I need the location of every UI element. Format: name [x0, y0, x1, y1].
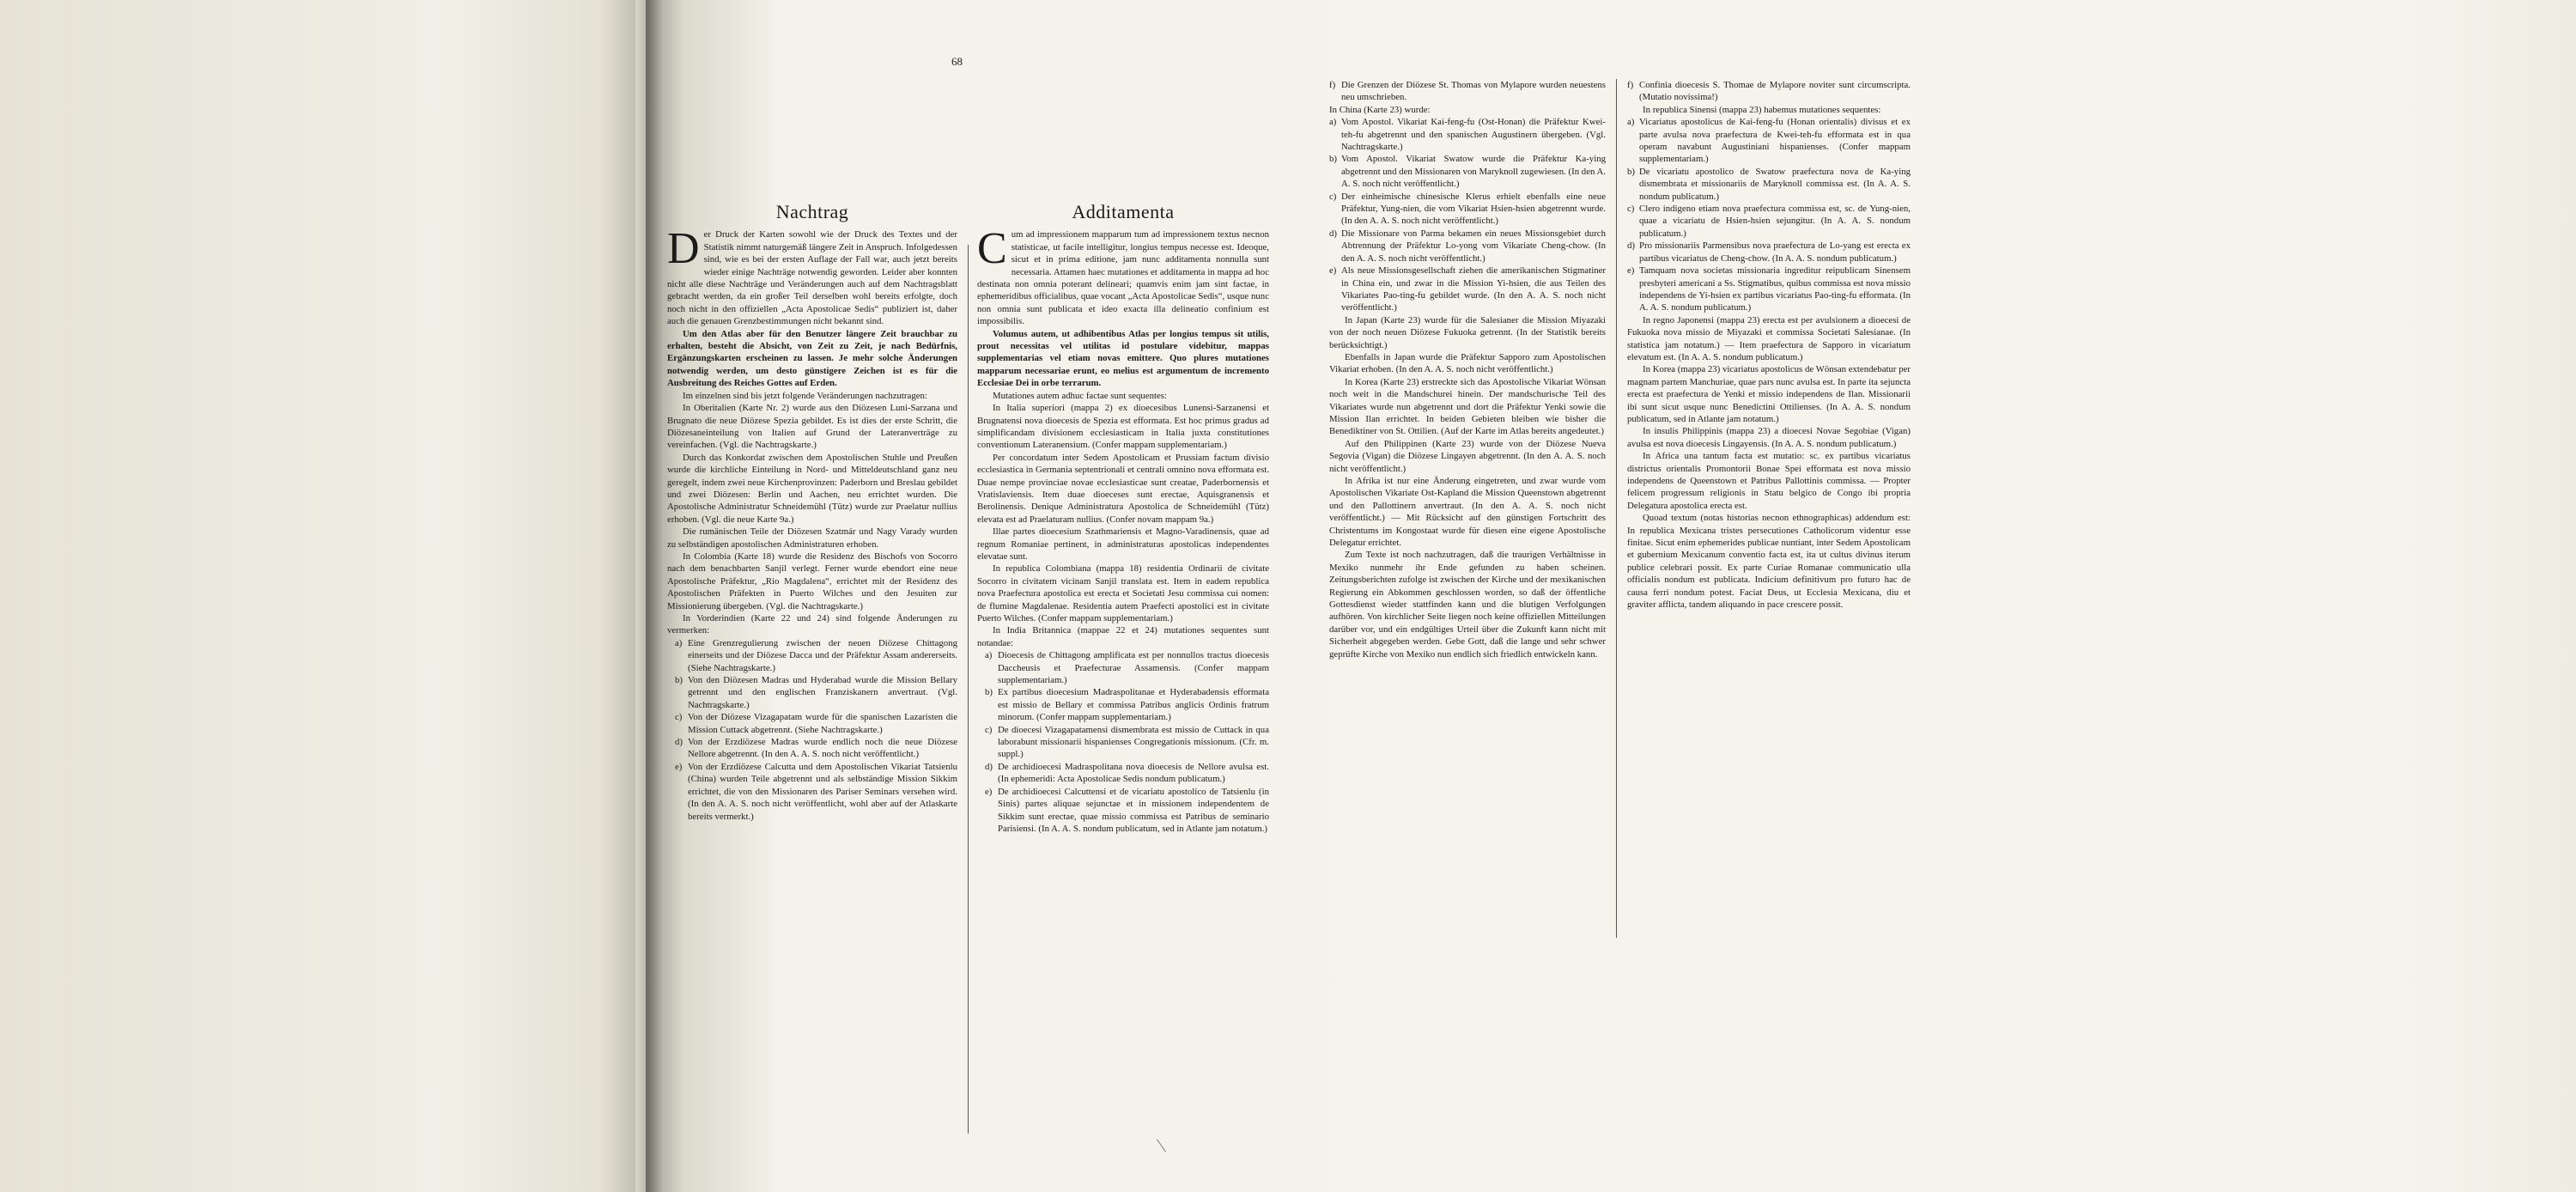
item-marker: b) [1627, 166, 1635, 177]
additamenta-paragraph [977, 224, 1269, 327]
additamenta-paragraph: Volumus autem, ut adhibentibus Atlas per longius tempus sit utilis, prout necessitas vel utilitas id postulare videbitur, mappas supplementarias vel etiam novas emittere. Quo plures mutationes mapparum necessariae erunt, eo melius est argumentum de incremento Ecclesiae Dei in orbe terrarum. [977, 328, 1269, 389]
additamenta-paragraph: In Italia superiori (mappa 2) ex dioecesibus Lunensi-Sarzanensi et Brugnatensi nova dioecesis de Spezia est efformata. Est hoc primus gradus ad simplificandam divisionem ecclesiasticam in Italia juxta constitutiones conventionum Lateranensium. (Confer mappam supplementariam.) [977, 403, 1269, 451]
nachtrag-heading: Nachtrag [775, 201, 849, 222]
nachtrag-paragraph: Durch das Konkordat zwischen dem Apostolischen Stuhle und Preußen wurde die kirchliche Einteilung in Nord- und Mitteldeutschland ganz neu geregelt, indem zwei neue Kirchenprovinzen: Paderborn und Breslau gebildet und zwei Diözesen: Berlin und Aachen, neu errichtet wurden. Die Apostolische Administratur Schneidemühl (Tütz) wurde zur Praelatur nullius erhoben. (Vgl. die neue Karte 9a.) [667, 452, 957, 525]
nachtrag-paragraph: Die rumänischen Teile der Diözesen Szatmár und Nagy Varady wurden zu selbständigen apostolischen Administraturen erhoben. [667, 526, 957, 550]
additamenta-list-item [977, 724, 1269, 761]
china-list-item [1329, 116, 1606, 153]
additamenta-paragraph: Per concordatum inter Sedem Apostolicam et Prussiam factum divisio ecclesiastica in Germania septentrionali et centrali omnino nova efformata est. Duae nempe provinciae novae ecclesiasticae sunt creatae, Paderbornensis et Vratislaviensis. Item duae dioeceses sunt erectae, Aquisgranensis et Berolinensis. Denique Administratura Apostolica de Schneidemühl (Tütz) elevata est ad Praelaturam nullius. (Confer novam mappam 9a.) [977, 452, 1269, 525]
item-marker: a) [1627, 117, 1635, 128]
nachtrag-list-item [667, 736, 957, 761]
nachtrag-list-item [667, 637, 957, 674]
item-text: Von der Erzdiözese Calcutta und dem Apostolischen Vikariat Tatsienlu (China) wurden Teile abgetrennt und als selbständige Mission Sikkim errichtet, die von den Missionaren des Pariser Seminars versehen wird. (In den A. A. S. noch nicht veröffentlicht, wohl aber auf der Atlaskarte bereits vermerkt.) [688, 761, 957, 822]
china-list-item [1329, 265, 1606, 314]
additamenta-paragraph-text: um ad impressionem mapparum tum ad impressionem textus necnon statisticae, ut facile intelligitur, longius tempus necesse est. Ideoque, sicut et in prima editione, jam nunc additamenta nonnulla sunt necessaria. Attamen haec mutationes et additamenta in mappa ad hoc destinata non omnia poterant delineari; quamvis enim jam sint factae, in ephemeridibus officialibus, quae vocant „Acta Apostolicae Sedis“, usque nunc non omnia sunt publicata et ideo exacta illa delineatio confinium est impossibilis. [977, 229, 1269, 327]
continued-paragraph: In Africa una tantum facta est mutatio: sc. ex partibus vicariatus districtus orientalis Promontorii Bonae Spei efformata est nova missio independens de Queenstown et Patribus Pallottinis commissa. — Propter felicem progressum religionis in Statu belgico de Congo ibi propria Delegatura apostolica erecta est. [1627, 451, 1911, 511]
item-text: Confinia dioecesis S. Thomae de Mylapore noviter sunt circumscripta. (Mutatio novissima!) [1639, 80, 1911, 103]
additamenta-list-item [977, 649, 1269, 686]
item-text: Als neue Missionsgesellschaft ziehen die amerikanischen Stigmatiner in China ein, und zwar in die Mission Yi-hsien, die aus Teilen des Vikariates Pao-ting-fu gebildet wurde. (In den A. A. S. noch nicht veröffentlicht.) [1341, 265, 1606, 313]
additamenta-paragraph: Mutationes autem adhuc factae sunt sequentes: [993, 390, 1167, 401]
nachtrag-paragraph: Im einzelnen sind bis jetzt folgende Veränderungen nachzutragen: [683, 390, 927, 401]
nachtrag-continued-column [1329, 79, 1606, 660]
china-intro: In China (Karte 23) wurde: [1329, 104, 1431, 115]
item-text: Vom Apostol. Vikariat Kai-feng-fu (Ost-Honan) die Präfektur Kwei-teh-fu abgetrennt und den spanischen Augustinern übergeben. (Vgl. Nachtragskarte.) [1341, 117, 1606, 153]
item-marker: e) [1329, 265, 1337, 277]
sinensi-list-item [1627, 166, 1911, 203]
additamenta-list-item [977, 761, 1269, 786]
china-list-item [1329, 228, 1606, 265]
item-text: Tamquam nova societas missionaria ingreditur reipublicam Sinensem presbyteri americani a Ss. Stigmatibus, quibus commissa est nova missio independens de Yi-hsien ex partibus vicariatus Pao-ting-fu efformata. (In A. A. S. nondum publicatum.) [1639, 265, 1911, 313]
gutter-shadow [646, 0, 663, 1192]
item-marker: b) [985, 687, 993, 698]
item-text: De archidioecesi Calcuttensi et de vicariatu apostolico de Tatsienlu (in Sinis) partes aliquae sejunctae et in missionem independentem de Sikkim sunt erectae, quae missio commissa est Patribus de seminario Parisiensi. (In A. A. S. nondum publicatum, sed in Atlante jam notatum.) [998, 786, 1269, 834]
item-text: Die Missionare von Parma bekamen ein neues Missionsgebiet durch Abtrennung der Präfektur Lo-yong vom Vikariate Cheng-chow. (In den A. A. S. noch nicht veröffentlicht.) [1341, 228, 1606, 264]
item-marker: f) [1627, 80, 1634, 90]
nachtrag-list-item [667, 761, 957, 823]
continued-paragraph: In Japan (Karte 23) wurde für die Salesianer die Mission Miyazaki von der noch neuen Diözese Fukuoka getrennt. (In der Statistik bereits berücksichtigt.) [1329, 314, 1606, 350]
item-text: De vicariatu apostolico de Swatow praefectura nova de Ka-ying dismembrata et missionariis de Maryknoll commissa est. (In A. A. S. nondum publicatum.) [1639, 166, 1911, 202]
continued-paragraph: In insulis Philippinis (mappa 23) a dioecesi Novae Segobiae (Vigan) avulsa est nova dioecesis Lingayensis. (In A. A. S. nondum publicatum.) [1627, 426, 1911, 449]
item-marker: d) [985, 761, 993, 772]
nachtrag-dropcap: D [667, 224, 700, 274]
additamenta-heading: Additamenta [1072, 201, 1175, 222]
item-text: Die Grenzen der Diözese St. Thomas von Mylapore wurden neuestens neu umschrieben. [1341, 80, 1606, 103]
item-text: De dioecesi Vizagapatamensi dismembrata est missio de Cuttack in qua laborabunt missionarii hispanienses Congregationis missionum. (Cfr. m. suppl.) [998, 724, 1269, 760]
continued-paragraph: Zum Texte ist noch nachzutragen, daß die traurigen Verhältnisse in Mexiko nunmehr ihr Ende gefunden zu haben scheinen. Zeitungsberichten zufolge ist zwischen der Kirche und der mexikanischen Regierung ein Abkommen geschlossen worden, so daß der öffentliche Gottesdienst wieder stattfinden kann und die blutigen Verfolgungen aufhören. Von kirchlicher Seite liegen noch keine offiziellen Mitteilungen darüber vor, und ein endgültiges Urteil über die Zukunft kann nicht mit Sicherheit abgegeben werden. Gebe Gott, daß die lange und sehr schwer geprüfte Kirche von Mexiko nun endlich sich friedlich entwickeln kann. [1329, 550, 1606, 660]
sinensi-list-item [1627, 203, 1911, 240]
additamenta-dropcap: C [977, 224, 1007, 274]
item-marker: a) [1329, 117, 1337, 128]
item-text: Von der Diözese Vizagapatam wurde für die spanischen Lazaristen die Mission Cuttack abgetrennt. (Siehe Nachtragskarte.) [688, 712, 957, 735]
item-marker: c) [1627, 204, 1635, 215]
nachtrag-paragraph [667, 224, 957, 327]
nachtrag-column [667, 201, 957, 823]
item-marker: b) [675, 675, 683, 686]
item-marker: e) [1627, 265, 1635, 277]
china-list-item [1329, 191, 1606, 228]
item-marker: c) [985, 724, 993, 735]
nachtrag-list-item [667, 711, 957, 736]
item-text: Ex partibus dioecesium Madraspolitanae et Hyderabadensis efformata est missio de Bellary et commissa Patribus anglicis Ordinis fratrum minorum. (Confer mappam supplementariam.) [998, 687, 1269, 723]
item-text: Dioecesis de Chittagong amplificata est per nonnullos tractus dioecesis Daccheusis et Praefecturae Assamensis. (Confer mappam supplementariam.) [998, 650, 1269, 686]
item-marker: e) [985, 786, 993, 797]
continued-list-item [1627, 79, 1911, 104]
nachtrag-paragraph: In Colombia (Karte 18) wurde die Residenz des Bischofs von Socorro nach dem benachbarten Sanjil verlegt. Ferner wurde ebendort eine neue Apostolische Präfektur, „Rio Magdalena“, errichtet mit der Residenz des Apostolischen Präfekten in Puerto Wilches und den Jesuiten zur Missionierung übergeben. (Vgl. die Nachtragskarte.) [667, 550, 957, 611]
additamenta-column [977, 201, 1269, 835]
item-marker: d) [675, 737, 683, 748]
item-marker: a) [985, 650, 993, 661]
china-list-item [1329, 153, 1606, 190]
item-text: De archidioecesi Madraspolitana nova dioecesis de Nellore avulsa est. (In ephemeridi: Acta Apostolicae Sedis nondum publicatum.) [998, 761, 1269, 785]
additamenta-paragraph: In republica Colombiana (mappa 18) residentia Ordinarii de civitate Socorro in civitatem vicinam Sanjil translata est. Item in eadem republica nova Praefectura apostolica est erecta et Societati Jesu commissa cui nomen: de flumine Magdalenae. Residentia autem Praefecti apostolici est in civitate Puerto Wilches. (Confer mappam supplementariam.) [977, 563, 1269, 623]
nachtrag-paragraph: In Vorderindien (Karte 22 und 24) sind folgende Änderungen zu vermerken: [667, 613, 957, 636]
additamenta-continued-column [1627, 79, 1911, 611]
item-marker: b) [1329, 154, 1337, 165]
nachtrag-paragraph: In Oberitalien (Karte Nr. 2) wurde aus den Diözesen Luni-Sarzana und Brugnato die neue Diözese Spezia gebildet. Es ist dies der erste Schritt, die Diözesaneinteilung von Italien auf Grund der Lateranverträge zu vereinfachen. (Vgl. die Nachtragskarte.) [667, 403, 957, 451]
item-marker: c) [675, 712, 683, 723]
page-number: 68 [951, 55, 963, 68]
item-marker: c) [1329, 191, 1337, 202]
item-text: Vom Apostol. Vikariat Swatow wurde die Präfektur Ka-ying abgetrennt und den Missionaren von Maryknoll zugewiesen. (In den A. A. S. noch nicht veröffentlicht.) [1341, 154, 1606, 190]
nachtrag-paragraph-text: er Druck der Karten sowohl wie der Druck des Textes und der Statistik nimmt naturgemäß längere Zeit in Anspruch. Infolgedessen sind, wie es bei der ersten Auflage der Fall war, auch jetzt bereits wieder einige Nachträge notwendig geworden. Leider aber konnten nicht alle diese Nachträge und Veränderungen auch auf dem Nachtragsblatt gebracht werden, da ein großer Teil derselben wohl bereits erfolgte, doch noch nicht in den offiziellen „Acta Apostolicae Sedis“ publiziert ist, daher auch die genauen Grenzbestimmungen nicht bekannt sind. [667, 229, 957, 327]
continued-list-item [1329, 79, 1606, 104]
additamenta-list-item [977, 786, 1269, 836]
item-marker: d) [1329, 228, 1337, 239]
item-text: Der einheimische chinesische Klerus erhielt ebenfalls eine neue Präfektur, Yung-nien, die vom Vikariat Hsien-hsien abgetrennt wurde. (In den A. A. S. noch nicht veröffentlicht.) [1341, 191, 1606, 227]
additamenta-paragraph: Illae partes dioecesium Szathmariensis et Magno-Varadinensis, quae ad regnum Romaniae pertinent, in administraturas apostolicas independentes elevatae sunt. [977, 526, 1269, 562]
additamenta-paragraph: In India Britannica (mappae 22 et 24) mutationes sequentes sunt notandae: [977, 625, 1269, 648]
continued-paragraph: In Afrika ist nur eine Änderung eingetreten, und zwar wurde vom Apostolischen Vikariate Ost-Kapland die Mission Queenstown abgetrennt und den Pallottinern anvertraut. (In den A. A. S. noch nicht veröffentlicht.) — Mit Rücksicht auf den günstigen Fortschritt des Christentums im Kongostaat wurde für diesen eine eigene Apostolische Delegatur errichtet. [1329, 476, 1606, 549]
column-rule [968, 245, 969, 1134]
item-text: Von den Diözesen Madras und Hyderabad wurde die Mission Bellary getrennt und den englischen Franziskanern anvertraut. (Vgl. Nachtragskarte.) [688, 675, 957, 710]
item-text: Clero indigeno etiam nova praefectura commissa est, sc. de Yung-nien, quae a vicariatu de Hsien-hsien sejungitur. (In A. A. S. nondum publicatum.) [1639, 204, 1911, 239]
item-text: Pro missionariis Parmensibus nova praefectura de Lo-yang est erecta ex partibus vicariatus de Cheng-chow. (In A. A. S. nondum publicatum.) [1639, 240, 1911, 264]
nachtrag-list-item [667, 674, 957, 711]
continued-paragraph: In regno Japonensi (mappa 23) erecta est per avulsionem a dioecesi de Fukuoka nova missio de Miyazaki et commissa Societati Salesianae. (In statistica jam notatum.) — Item praefectura de Sapporo in vicariatum elevatum est. (In A. A. S. nondum publicatum.) [1627, 314, 1911, 362]
continued-paragraph: In Korea (Karte 23) erstreckte sich das Apostolische Vikariat Wönsan noch weit in die Mandschurei hinein. Der mandschurische Teil des Vikariates wurde nun abgetrennt und dort die Präfektur Yenki sowie die Mission Ilan errichtet. In beiden Gebieten bleiben wie bisher die Benediktiner von St. Ottilien. (Auf der Karte im Atlas bereits angedeutet.) [1329, 376, 1606, 437]
continued-paragraph: In Korea (mappa 23) vicariatus apostolicus de Wönsan extendebatur per magnam partem Manchuriae, quae pars nunc avulsa est. In parte ita sejuncta erecta est praefectura de Yenki et missio independens de Ilan. Missionarii ibi sunt sicut usque nunc Benedictini Ottilienses. (In A. A. S. nondum publicatum, sed in Atlante jam notatum.) [1627, 364, 1911, 424]
column-rule [1616, 79, 1617, 938]
sinensi-list-item [1627, 240, 1911, 265]
item-marker: a) [675, 637, 683, 648]
item-marker: f) [1329, 80, 1336, 90]
continued-paragraph: Quoad textum (notas historias necnon ethnographicas) addendum est: In republica Mexicana tristes persecutiones Catholicorum videntur esse finitae. Sicut enim ephemerides publicae nuntiant, inter Sedem Apostolicam et gubernium Mexicanum conventio facta est, ita ut cultus divinus iterum publice celebrari possit. Ex parte Curiae Romanae communicatio ulla officialis nondum est publicata. Indicium definitivum pro futuro hac de causa ferri nondum potest. Faciat Deus, ut Ecclesia Mexicana, diu et graviter afflicta, tandem aliquando in pace crescere possit. [1627, 513, 1911, 611]
item-marker: e) [675, 761, 683, 772]
sinensi-list-item [1627, 265, 1911, 314]
sinensi-list-item [1627, 116, 1911, 166]
continued-paragraph: Auf den Philippinen (Karte 23) wurde von der Diözese Nueva Segovia (Vigan) die Diözese Lingayen abgetrennt. (In den A. A. S. noch nicht veröffentlicht.) [1329, 438, 1606, 474]
additamenta-list-item [977, 686, 1269, 723]
page-edge [635, 0, 646, 1192]
left-page-blank [0, 0, 646, 1192]
continued-paragraph: Ebenfalls in Japan wurde die Präfektur Sapporo zum Apostolischen Vikariat erhoben. (In den A. A. S. noch nicht veröffentlicht.) [1329, 351, 1606, 375]
item-marker: d) [1627, 240, 1635, 252]
item-text: Von der Erzdiözese Madras wurde endlich noch die neue Diözese Nellore abgetrennt. (In den A. A. S. noch nicht veröffentlicht.) [688, 737, 957, 760]
nachtrag-paragraph: Um den Atlas aber für den Benutzer längere Zeit brauchbar zu erhalten, besteht die Absicht, von Zeit zu Zeit, je nach Bedürfnis, Ergänzungskarten erscheinen zu lassen. Je mehr solche Änderungen notwendig werden, um desto günstigere Zeichen ist es für die Ausbreitung des Reiches Gottes auf Erden. [667, 328, 957, 389]
item-text: Eine Grenzregulierung zwischen der neuen Diözese Chittagong einerseits und der Diözese Dacca und der Präfektur Assam andererseits. (Siehe Nachtragskarte.) [688, 637, 957, 673]
item-text: Vicariatus apostolicus de Kai-feng-fu (Honan orientalis) divisus et ex parte avulsa nova praefectura de Kwei-teh-fu efformata est in qua operam navabunt Augustiniani hispanienses. (Confer mappam supplementariam.) [1639, 117, 1911, 165]
sinensi-intro: In republica Sinensi (mappa 23) habemus mutationes sequentes: [1643, 104, 1881, 115]
